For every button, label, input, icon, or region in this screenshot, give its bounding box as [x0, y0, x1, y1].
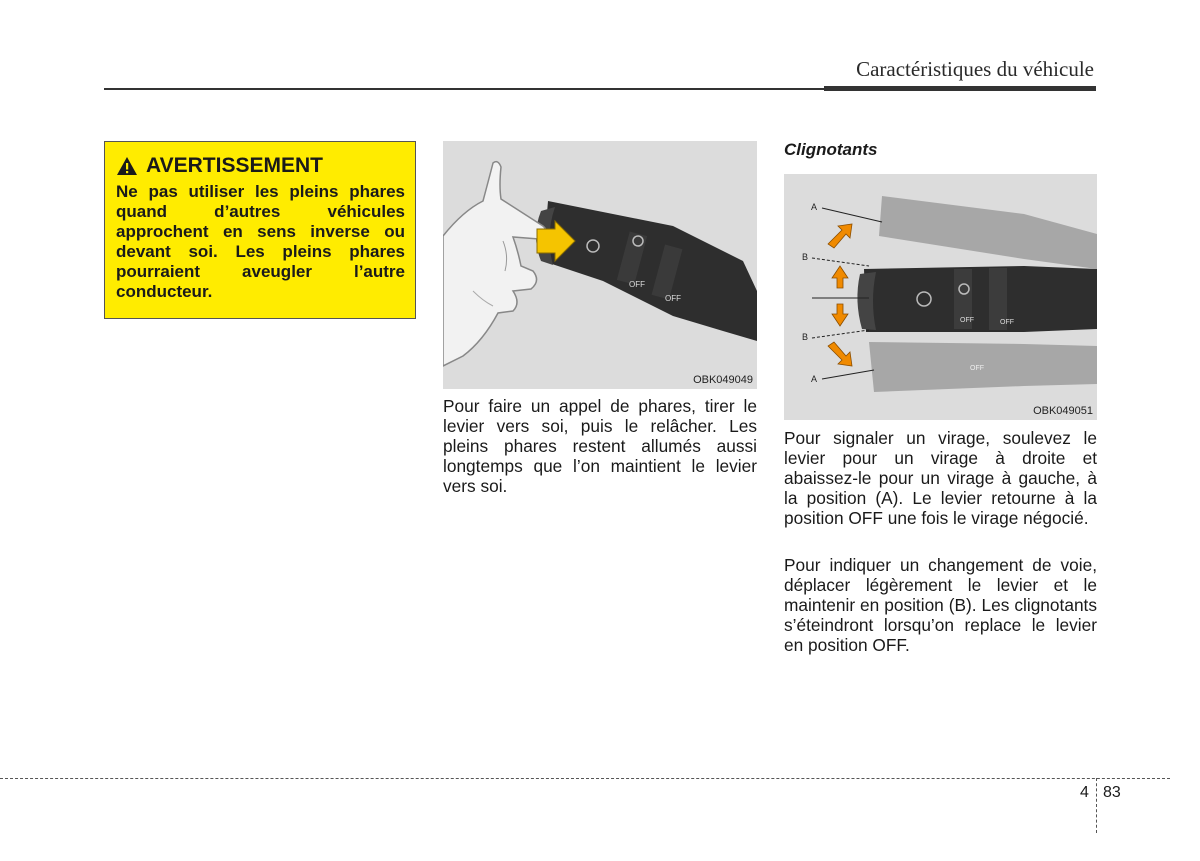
- warning-triangle-icon: [116, 156, 138, 176]
- turn-signal-illustration: [784, 174, 1097, 420]
- header-rule-accent: [824, 86, 1096, 91]
- header-title: Caractéristiques du véhicule: [856, 57, 1094, 81]
- figure-caption: OBK049051: [1033, 405, 1093, 417]
- chapter-number: 4: [1080, 784, 1089, 801]
- page-number: 83: [1103, 784, 1121, 801]
- lever-positions-drawing: [784, 174, 1097, 420]
- section-heading: Clignotants: [784, 140, 878, 159]
- figure-caption: OBK049049: [693, 374, 753, 386]
- warning-text: Ne pas utiliser les pleins phares quand d’autres véhicules approchent en sens inverse ou devant soi. Les pleins phares pourraient aveugler l’autre conducteur.: [116, 182, 405, 301]
- position-a-label: A: [811, 202, 818, 212]
- lever-pull-drawing: [443, 141, 757, 389]
- off-label: OFF: [970, 365, 984, 372]
- off-label: OFF: [960, 317, 974, 324]
- turn-signal-paragraph: Pour signaler un virage, soulevez le levier pour un virage à droite et abaissez-le pour un virage à gauche, à la position (A). Le levier retourne à la position OFF une fois le virage négocié.: [784, 428, 1097, 528]
- off-label: OFF: [629, 280, 645, 289]
- off-label: OFF: [665, 294, 681, 303]
- position-a-label: A: [811, 374, 818, 384]
- warning-title: AVERTISSEMENT: [146, 154, 323, 177]
- position-b-label: B: [802, 252, 809, 262]
- headlight-flash-paragraph: Pour faire un appel de phares, tirer le levier vers soi, puis le relâcher. Les pleins phares restent allumés aussi longtemps que l’on maintient le levier vers soi.: [443, 396, 757, 496]
- lane-change-paragraph: Pour indiquer un changement de voie, déplacer légèrement le levier et le maintenir en position (B). Les clignotants s’éteindront lorsqu’on replace le levier en position OFF.: [784, 555, 1097, 655]
- position-b-label: B: [802, 332, 809, 342]
- headlight-flash-illustration: [443, 141, 757, 389]
- off-label: OFF: [1000, 319, 1014, 326]
- footer-divider: [0, 778, 1170, 779]
- warning-title-row: [116, 154, 405, 178]
- footer-divider-vertical: [1096, 778, 1097, 833]
- warning-box: [104, 141, 416, 319]
